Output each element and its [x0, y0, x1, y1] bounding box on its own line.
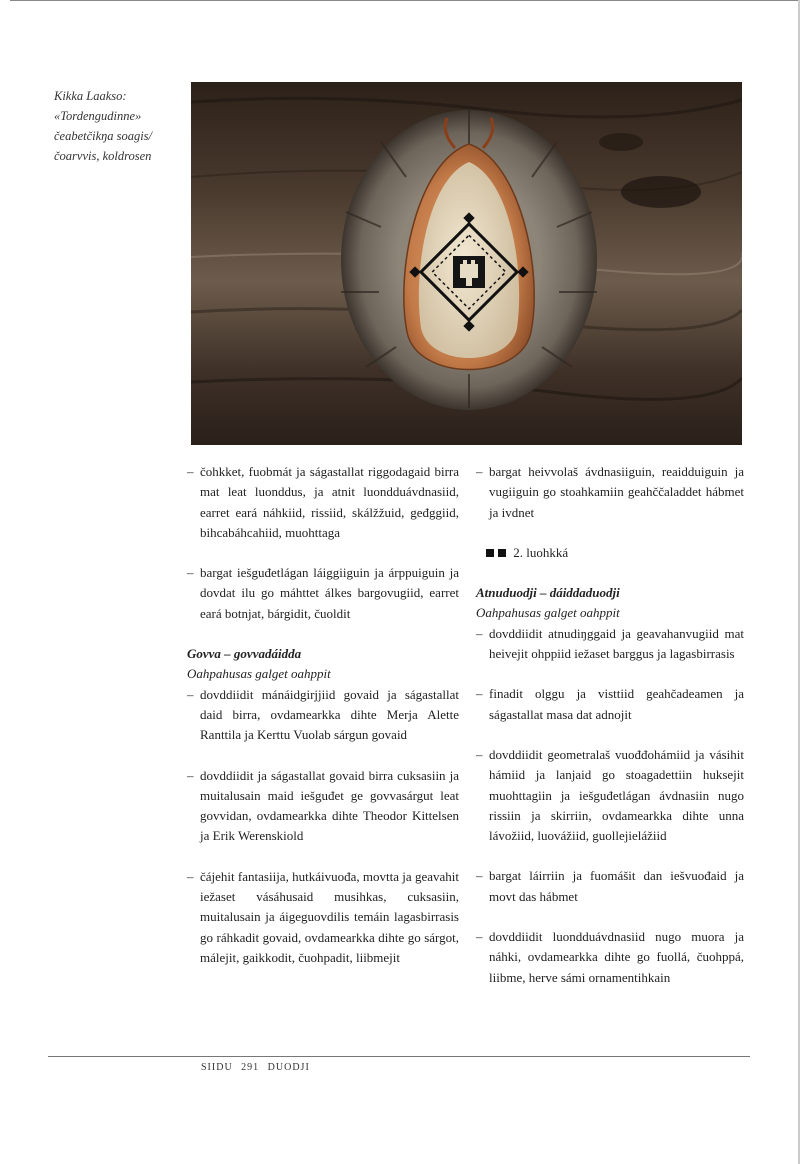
footer-rule	[48, 1056, 750, 1057]
list-item: – finadit olggu ja visttiid geahčadeamen ja ságastallat masa dat adnojit	[476, 684, 744, 725]
section-subheading: Oahpahusas galget oahppit	[476, 605, 620, 621]
right-column	[476, 462, 744, 1008]
section-heading: Atnuduodji – dáiddaduodji	[476, 585, 620, 601]
list-item: – dovddiidit luondduávdnasiid nugo muora ja náhki, ovdamearkka dihte go fuollá, čuohppá, liibme, herve sámi ornamentihkain	[476, 927, 744, 988]
list-item: – bargat láirriin ja fuomášit dan iešvuođaid ja movt das hábmet	[476, 866, 744, 907]
list-item: – bargat heivvolaš ávdnasiiguin, reaidduiguin ja vugiiguin go stoahkamiin geahččaladdet hábmet ja ivdnet	[476, 462, 744, 523]
caption-line: čeabetčikŋa soagis/	[54, 129, 153, 143]
caption-line: «Tordengudinne»	[54, 109, 142, 123]
grade-marker	[486, 543, 744, 563]
square-bullet-icon	[486, 549, 494, 557]
list-item: – dovddiidit geometralaš vuođđohámiid ja vásihit hámiid ja lanjaid go stoagadettiin huksejit muohttagiin ja iešguđetlágan ávdnasiin nugo rissiin ja skirriin, ovdamearkka dihte unna lávožiid, luovážiid, guollejielážiid	[476, 745, 744, 846]
pendant-illustration	[191, 82, 742, 445]
top-rule	[10, 0, 800, 1]
list-item: – dovddiidit atnudiŋggaid ja geavahanvugiid mat heivejit ohppiid iežaset barggus ja lagasbirrasis	[476, 624, 744, 665]
list-item: – dovddiidit mánáidgirjjiid govaid ja ságastallat daid birra, ovdamearkka dihte Merja Alette Ranttila ja Kerttu Vuolab sárgun govaid	[187, 685, 459, 746]
section-subheading: Oahpahusas galget oahppit	[187, 666, 331, 682]
footer-publication: SIIDU	[201, 1062, 233, 1073]
list-item: – čájehit fantasiija, hutkáivuođa, movtta ja geavahit iežaset vásáhusaid musihkas, cuksasiin, muitalusain ja áigeguovdilis temáin lagasbirrasis go ráhkadit govaid, ovdamearkka dihte go sárgot, málejit, gaikkodit, čuohpadit, liibmejit	[187, 867, 459, 968]
caption-line: čoarvvis, koldrosen	[54, 149, 152, 163]
list-item: – dovddiidit ja ságastallat govaid birra cuksasiin ja muitalusain maid iešguđet ge govvasárgut leat govvidan, ovdamearkka dihte Theodor Kittelsen ja Erik Werenskiold	[187, 766, 459, 847]
page-number: 291	[241, 1062, 260, 1073]
square-bullet-icon	[498, 549, 506, 557]
list-item: – bargat iešguđetlágan láiggiiguin ja árppuiguin ja dovdat ilu go máhttet álkes bargovugiid, earret eará botnjat, bárgidit, čuoldit	[187, 563, 459, 624]
section-heading: Govva – govvadáidda	[187, 646, 302, 662]
left-column	[187, 462, 459, 988]
list-item: – čohkket, fuobmát ja ságastallat riggodagaid birra mat leat luonddus, ja atnit luondduávdnasiid, earret eará náhkiid, rissiid, skálžžuid, geđggiid, bihcabáhcahiid, muohttaga	[187, 462, 459, 543]
footer-section: DUODJI	[267, 1062, 310, 1073]
caption-line: Kikka Laakso:	[54, 89, 127, 103]
page-footer	[201, 1062, 310, 1073]
grade-label: 2. luohkká	[513, 544, 569, 560]
pendant-photo	[191, 82, 742, 445]
photo-caption	[54, 86, 184, 166]
